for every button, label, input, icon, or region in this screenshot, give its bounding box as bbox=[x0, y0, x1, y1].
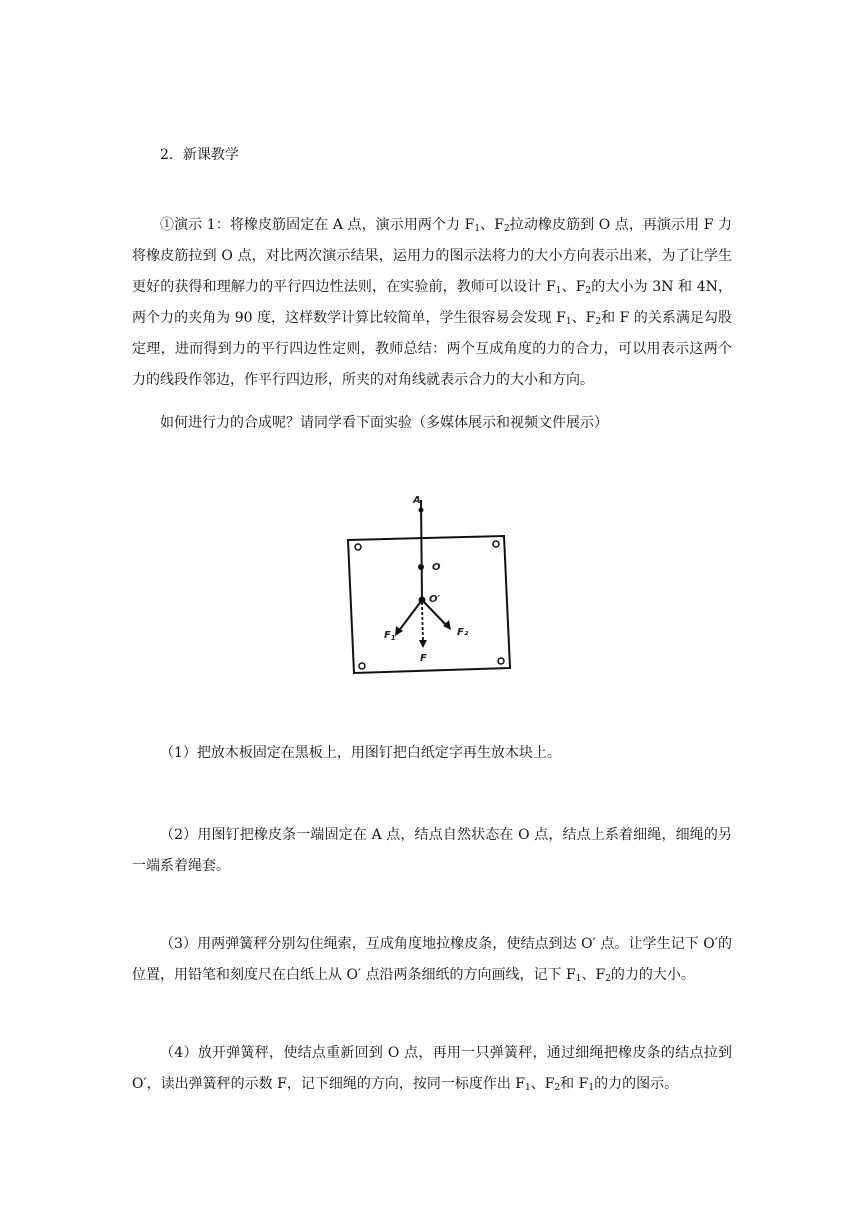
subscript-1: 1 bbox=[474, 224, 481, 234]
intro-paragraph: 如何进行力的合成呢？请同学看下面实验（多媒体展示和视频文件展示） bbox=[160, 415, 608, 431]
subscript-1: 1 bbox=[555, 286, 562, 296]
force-f2-arrowhead bbox=[443, 620, 451, 630]
step-1: （1）把放木板固定在黑板上，用图钉把白纸定字再生放木块上。 bbox=[160, 745, 561, 761]
subscript-2: 2 bbox=[503, 224, 510, 234]
subscript-2: 2 bbox=[585, 286, 592, 296]
subscript-2: 2 bbox=[554, 1083, 561, 1093]
step-4-text-a: （4）放开弹簧秤，使结点重新回到 O 点，再用一只弹簧秤，通过细绳把橡皮条的结点拉到 O′，读出弹簧秤的示数 F，记下细绳的方向，按同一标度作出 F bbox=[132, 1045, 732, 1092]
demo-text-f: 、F bbox=[571, 310, 596, 326]
rubber-band bbox=[421, 500, 422, 600]
label-f2: F₂ bbox=[457, 627, 469, 638]
label-f: F bbox=[420, 653, 427, 664]
demo-text-g: 和 F 的关系满足勾股定理，进而得到力的平行四边性定则，教师总结：两个互成角度的力的合力，可以用表示这两个力的线段作邻边，作平行四边形，所夹的对角线就表示合力的大小和方向。 bbox=[132, 310, 732, 388]
subscript-2: 2 bbox=[605, 974, 611, 984]
point-o bbox=[418, 564, 424, 570]
section-heading: 2．新课教学 bbox=[160, 147, 239, 163]
experiment-diagram bbox=[340, 490, 520, 685]
experiment-figure bbox=[340, 490, 520, 685]
demo-text-b: 、F bbox=[480, 217, 504, 233]
step-3 bbox=[132, 929, 732, 991]
label-o: O bbox=[432, 562, 441, 573]
demo-text-d: 、F bbox=[561, 279, 586, 295]
point-a bbox=[419, 508, 424, 513]
step-3-text-a: （3）用两弹簧秤分别勾住绳索，互成角度地拉橡皮条，使结点到达 O′ 点。让学生记下 O′的位置，用铅笔和刻度尺在白纸上从 O′ 点沿两条细纸的方向画线，记下 F bbox=[132, 936, 732, 983]
subscript-2: 2 bbox=[595, 317, 602, 327]
force-f-line bbox=[422, 602, 423, 642]
demo-paragraph bbox=[132, 210, 732, 396]
step-4-text-b: 、F bbox=[530, 1076, 555, 1092]
step-4 bbox=[132, 1038, 732, 1100]
step-2: （2）用图钉把橡皮条一端固定在 A 点，结点自然状态在 O 点，结点上系着细绳，细绳的另一端系着绳套。 bbox=[132, 827, 732, 874]
step-4-text-c: 和 F bbox=[560, 1076, 589, 1092]
demo-text-e: 的大小为 3N 和 4N，两个力的夹角为 90 度，这样数学计算比较简单，学生很容易会发现 F bbox=[132, 279, 732, 326]
pin-bottom-left bbox=[359, 663, 365, 669]
step-3-text-c: 的力的大小。 bbox=[610, 967, 695, 983]
pin-bottom-right bbox=[498, 658, 504, 664]
label-f1: $F_1$ bbox=[384, 630, 396, 642]
subscript-1: 1 bbox=[588, 1083, 595, 1093]
force-f-arrowhead bbox=[419, 640, 427, 648]
pin-top-right bbox=[493, 541, 499, 547]
subscript-1: 1 bbox=[524, 1083, 531, 1093]
demo-text-a: ①演示 1：将橡皮筋固定在 A 点，演示用两个力 F bbox=[160, 217, 475, 233]
demo-text-c: 拉动橡皮筋到 O 点，再演示用 F 力将橡皮筋拉到 O 点，对比两次演示结果，运用力的图示法将力的大小方向表示出来，为了让学生更好的获得和理解力的平行四边性法则，在实验前，教师可以设计 F bbox=[132, 217, 733, 295]
step-3-text-b: 、F bbox=[581, 967, 606, 983]
label-o-prime: O′ bbox=[429, 594, 441, 605]
subscript-1: 1 bbox=[575, 974, 582, 984]
subscript-1: 1 bbox=[565, 317, 572, 327]
label-a: A bbox=[413, 495, 421, 506]
pin-top-left bbox=[355, 544, 361, 550]
step-4-text-d: 的力的图示。 bbox=[594, 1076, 679, 1092]
force-f1-line bbox=[398, 600, 422, 632]
